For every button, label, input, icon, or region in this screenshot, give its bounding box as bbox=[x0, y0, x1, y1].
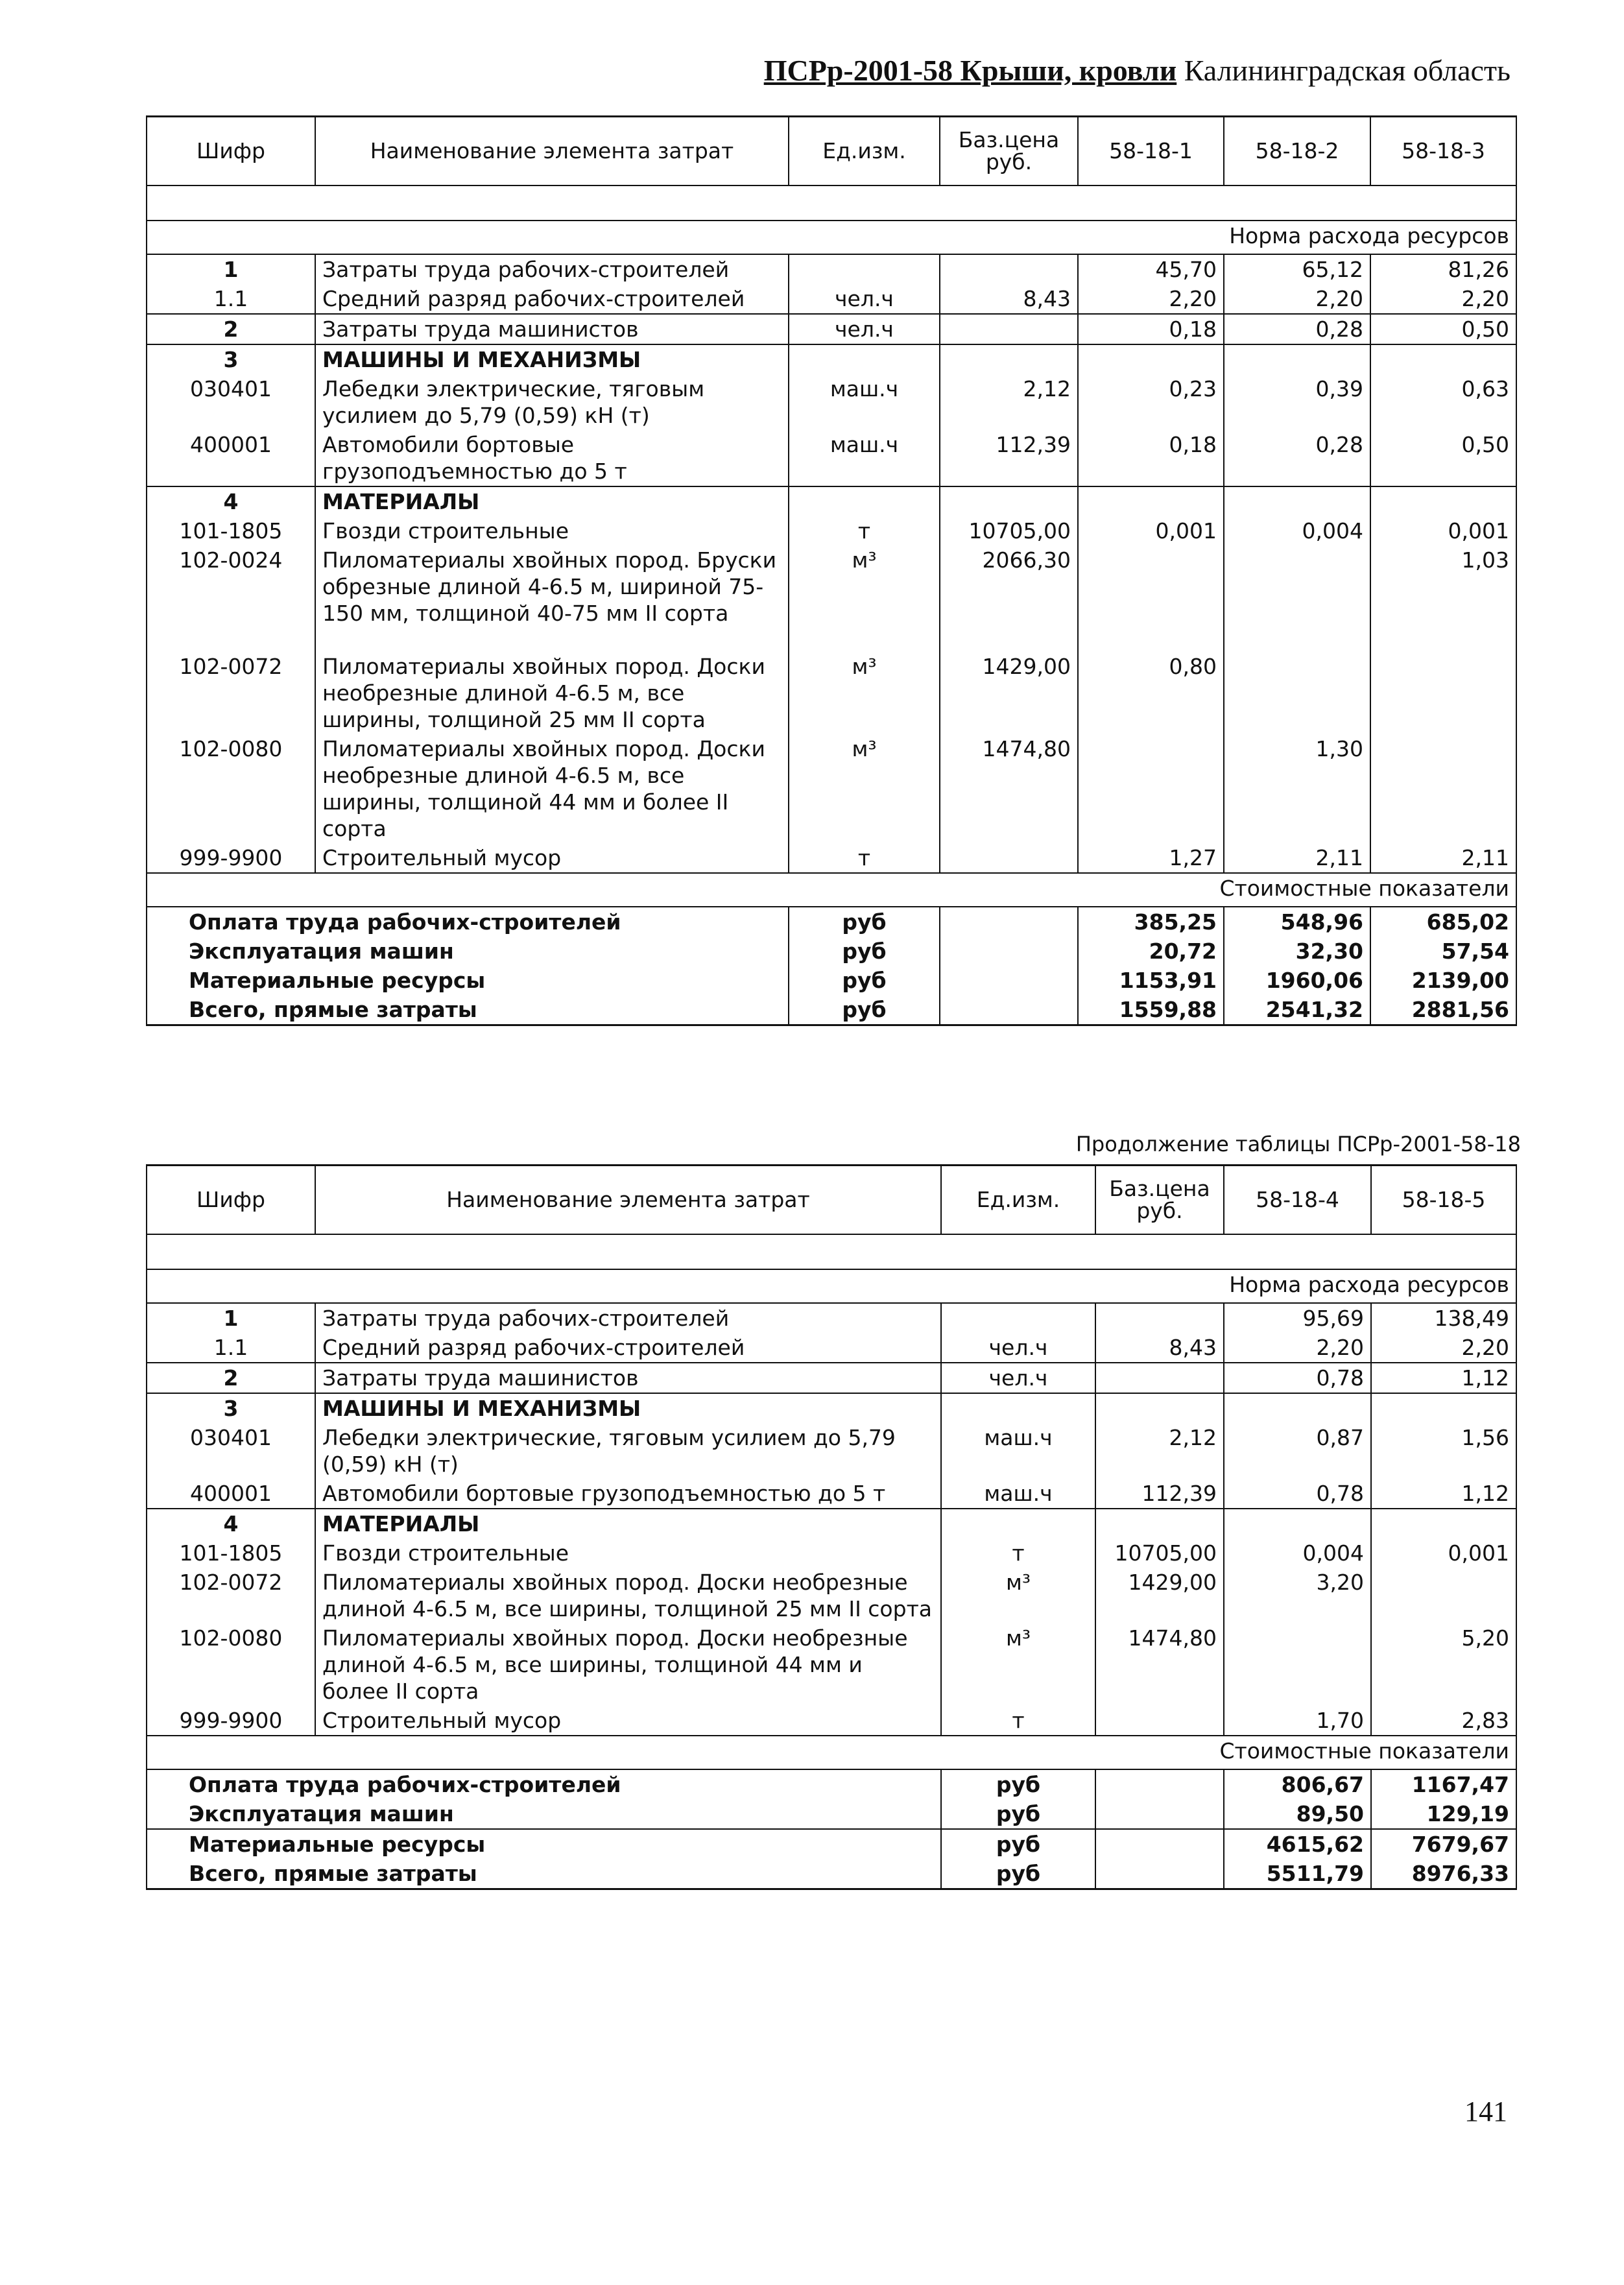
spacer-row bbox=[147, 1234, 1516, 1269]
resource-table-1 bbox=[146, 115, 1517, 1026]
norm-label-row bbox=[147, 1269, 1516, 1303]
table-row: 102-0080 Пиломатериалы хвойных пород. Доски необрезные длиной 4-6.5 м, все ширины, толщиной 44 мм и более II сорта м³ 1474,80 1,30 bbox=[147, 734, 1516, 843]
cost-row: Материальные ресурсы руб 4615,62 7679,67 bbox=[147, 1829, 1516, 1859]
header-unit-cell: Ед.изм. bbox=[789, 117, 940, 186]
cost-row: Оплата труда рабочих-строителей руб 385,25 548,96 685,02 bbox=[147, 907, 1516, 937]
cost-row: Эксплуатация машин руб 20,72 32,30 57,54 bbox=[147, 937, 1516, 966]
header-col-3: 58-18-3 bbox=[1370, 117, 1516, 186]
cost-label-row bbox=[147, 873, 1516, 907]
header-price-cell: Баз.цена руб. bbox=[1095, 1166, 1224, 1235]
table-row: 101-1805 Гвозди строительные т 10705,00 0,001 0,004 0,001 bbox=[147, 516, 1516, 545]
norm-label: Норма расхода ресурсов bbox=[147, 1269, 1516, 1303]
table-row: 1 Затраты труда рабочих-строителей 45,70 65,12 81,26 bbox=[147, 254, 1516, 284]
table-row: 1.1 Средний разряд рабочих-строителей чел.ч 8,43 2,20 2,20 2,20 bbox=[147, 284, 1516, 314]
table-row: 030401 Лебедки электрические, тяговым усилием до 5,79 (0,59) кН (т) маш.ч 2,12 0,23 0,39 0,63 bbox=[147, 374, 1516, 430]
cost-row: Эксплуатация машин руб 89,50 129,19 bbox=[147, 1799, 1516, 1829]
table-row: 400001 Автомобили бортовые грузоподъемностью до 5 т маш.ч 112,39 0,78 1,12 bbox=[147, 1479, 1516, 1509]
header-col-1: 58-18-4 bbox=[1224, 1166, 1371, 1235]
header-code-cell: Шифр bbox=[147, 117, 315, 186]
table-header-row bbox=[147, 117, 1516, 186]
cost-row: Оплата труда рабочих-строителей руб 806,67 1167,47 bbox=[147, 1769, 1516, 1799]
table-row: 999-9900 Строительный мусор т 1,70 2,83 bbox=[147, 1706, 1516, 1736]
cost-label-row bbox=[147, 1736, 1516, 1769]
header-col-1: 58-18-1 bbox=[1078, 117, 1224, 186]
table-row: 1.1 Средний разряд рабочих-строителей чел.ч 8,43 2,20 2,20 bbox=[147, 1333, 1516, 1363]
table-row: 102-0072 Пиломатериалы хвойных пород. Доски необрезные длиной 4-6.5 м, все ширины, толщиной 25 мм II сорта м³ 1429,00 3,20 bbox=[147, 1568, 1516, 1623]
table-row: 030401 Лебедки электрические, тяговым усилием до 5,79 (0,59) кН (т) маш.ч 2,12 0,87 1,56 bbox=[147, 1423, 1516, 1479]
norm-label: Норма расхода ресурсов bbox=[147, 221, 1516, 254]
norm-label-row bbox=[147, 221, 1516, 254]
table-row: 102-0080 Пиломатериалы хвойных пород. Доски необрезные длиной 4-6.5 м, все ширины, толщиной 44 мм и более II сорта м³ 1474,80 5,20 bbox=[147, 1623, 1516, 1706]
table-row: 2 Затраты труда машинистов чел.ч 0,78 1,12 bbox=[147, 1363, 1516, 1393]
continuation-caption: Продолжение таблицы ПСРр-2001-58-18 bbox=[1075, 1132, 1521, 1156]
page-number: 141 bbox=[1464, 2096, 1507, 2127]
table-row: 101-1805 Гвозди строительные т 10705,00 0,004 0,001 bbox=[147, 1538, 1516, 1568]
table-header-row bbox=[147, 1166, 1516, 1235]
header-name-cell: Наименование элемента затрат bbox=[315, 1166, 941, 1235]
header-code-cell: Шифр bbox=[147, 1166, 315, 1235]
table-row: 102-0024 Пиломатериалы хвойных пород. Бруски обрезные длиной 4-6.5 м, шириной 75-150 мм, толщиной 40-75 мм II сорта м³ 2066,30 1,03 bbox=[147, 545, 1516, 652]
resource-table-2 bbox=[146, 1164, 1517, 1890]
document-header bbox=[764, 53, 1511, 88]
header-unit-cell: Ед.изм. bbox=[941, 1166, 1095, 1235]
cost-row: Всего, прямые затраты руб 1559,88 2541,32 2881,56 bbox=[147, 995, 1516, 1025]
header-code: ПСРр-2001-58 Крыши, кровли bbox=[763, 54, 1177, 87]
header-col-2: 58-18-5 bbox=[1371, 1166, 1516, 1235]
spacer-row bbox=[147, 185, 1516, 221]
table-row: 102-0072 Пиломатериалы хвойных пород. Доски необрезные длиной 4-6.5 м, все ширины, толщиной 25 мм II сорта м³ 1429,00 0,80 bbox=[147, 652, 1516, 734]
header-name-cell: Наименование элемента затрат bbox=[315, 117, 789, 186]
cost-label: Стоимостные показатели bbox=[147, 873, 1516, 907]
section-row: 3 МАШИНЫ И МЕХАНИЗМЫ bbox=[147, 1393, 1516, 1423]
table-row: 1 Затраты труда рабочих-строителей 95,69 138,49 bbox=[147, 1303, 1516, 1333]
cost-row: Всего, прямые затраты руб 5511,79 8976,33 bbox=[147, 1859, 1516, 1889]
table-row: 400001 Автомобили бортовые грузоподъемностью до 5 т маш.ч 112,39 0,18 0,28 0,50 bbox=[147, 430, 1516, 486]
section-row: 4 МАТЕРИАЛЫ bbox=[147, 486, 1516, 516]
table-row: 999-9900 Строительный мусор т 1,27 2,11 2,11 bbox=[147, 843, 1516, 873]
cost-label: Стоимостные показатели bbox=[147, 1736, 1516, 1769]
section-row: 4 МАТЕРИАЛЫ bbox=[147, 1509, 1516, 1538]
header-price-cell: Баз.цена руб. bbox=[940, 117, 1078, 186]
section-row: 3 МАШИНЫ И МЕХАНИЗМЫ bbox=[147, 344, 1516, 374]
cost-row: Материальные ресурсы руб 1153,91 1960,06 2139,00 bbox=[147, 966, 1516, 995]
header-region: Калининградская область bbox=[1184, 54, 1511, 87]
table-row: 2 Затраты труда машинистов чел.ч 0,18 0,28 0,50 bbox=[147, 314, 1516, 344]
header-col-2: 58-18-2 bbox=[1224, 117, 1370, 186]
